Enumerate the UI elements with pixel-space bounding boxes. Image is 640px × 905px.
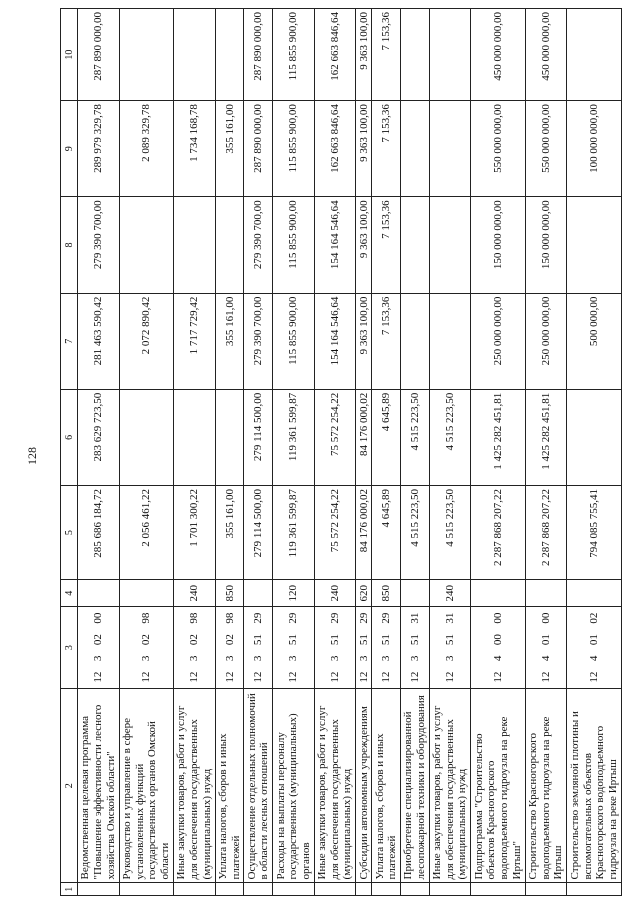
amount-c5: 75 572 254,22	[314, 486, 356, 580]
amount-c9: 289 979 329,78	[78, 101, 120, 197]
amount-c10	[174, 9, 216, 101]
column-header: 6	[61, 389, 78, 485]
amount-c5: 2 056 461,22	[119, 486, 173, 580]
row-expense-type	[78, 580, 120, 607]
row-index-cell	[401, 883, 430, 896]
row-description: Приобретение специализированной лесопожарной техники и оборудования	[401, 688, 430, 883]
amount-c6: 1 425 282 451,81	[471, 389, 525, 485]
code-part: 3	[287, 655, 300, 662]
table-body	[78, 9, 622, 896]
code-part: 02	[588, 612, 601, 624]
column-header: 1	[61, 883, 78, 896]
amount-c9: 2 089 329,78	[119, 101, 173, 197]
amount-c5: 4 515 223,50	[429, 486, 471, 580]
row-expense-type: 850	[215, 580, 244, 607]
row-expense-type: 120	[273, 580, 315, 607]
amount-c8	[215, 197, 244, 293]
amount-c8	[401, 197, 430, 293]
amount-c10: 7 153,36	[372, 9, 401, 101]
code-part: 12	[140, 671, 153, 683]
row-index-cell	[372, 883, 401, 896]
column-header: 8	[61, 197, 78, 293]
code-part: 12	[188, 671, 201, 683]
amount-c8	[429, 197, 471, 293]
row-code	[471, 607, 525, 689]
amount-c7: 1 717 729,42	[174, 293, 216, 389]
code-part: 51	[329, 634, 342, 646]
amount-c5: 279 114 500,00	[244, 486, 273, 580]
amount-c5: 2 287 868 207,22	[525, 486, 567, 580]
amount-c10: 115 855 900,00	[273, 9, 315, 101]
header-row	[61, 9, 78, 896]
amount-c6	[119, 389, 173, 485]
row-index-cell	[429, 883, 471, 896]
amount-c8: 150 000 000,00	[525, 197, 567, 293]
amount-c9: 355 161,00	[215, 101, 244, 197]
code-part: 3	[329, 655, 342, 662]
code-part: 00	[492, 634, 505, 646]
code-part: 12	[287, 671, 300, 683]
amount-c10	[567, 9, 622, 101]
row-index-cell	[78, 883, 120, 896]
row-code	[401, 607, 430, 689]
row-description: Уплата налогов, сборов и иных платежей	[372, 688, 401, 883]
amount-c9: 115 855 900,00	[273, 101, 315, 197]
row-index-cell	[273, 883, 315, 896]
row-index-cell	[567, 883, 622, 896]
row-code	[273, 607, 315, 689]
amount-c7: 7 153,36	[372, 293, 401, 389]
column-header: 4	[61, 580, 78, 607]
row-expense-type: 620	[356, 580, 372, 607]
code-part: 02	[140, 634, 153, 646]
code-part: 51	[380, 634, 393, 646]
row-expense-type	[471, 580, 525, 607]
code-part: 02	[92, 634, 105, 646]
amount-c7: 500 000,00	[567, 293, 622, 389]
amount-c7: 250 000 000,00	[471, 293, 525, 389]
row-description: Осуществление отдельных полномочий в области лесных отношений	[244, 688, 273, 883]
amount-c5: 794 085 755,41	[567, 486, 622, 580]
amount-c9: 550 000 000,00	[525, 101, 567, 197]
amount-c8: 279 390 700,00	[244, 197, 273, 293]
amount-c10: 287 890 000,00	[78, 9, 120, 101]
table-row	[471, 9, 525, 896]
table-row	[356, 9, 372, 896]
row-index-cell	[174, 883, 216, 896]
code-part: 3	[188, 655, 201, 662]
code-part: 29	[357, 612, 370, 624]
column-header: 3	[61, 607, 78, 689]
code-part: 98	[188, 612, 201, 624]
code-part: 12	[408, 671, 421, 683]
code-part: 51	[444, 634, 457, 646]
table-row	[244, 9, 273, 896]
code-part: 3	[140, 655, 153, 662]
amount-c10: 287 890 000,00	[244, 9, 273, 101]
row-description: Подпрограмма "Строительство объектов Красногорского водоподъемного гидроузла на реке Иртыш"	[471, 688, 525, 883]
column-header: 5	[61, 486, 78, 580]
amount-c5: 355 161,00	[215, 486, 244, 580]
row-code	[356, 607, 372, 689]
table-row	[429, 9, 471, 896]
amount-c7	[429, 293, 471, 389]
row-description: Строительство Красногорского водоподъемного гидроузла на реке Иртыш	[525, 688, 567, 883]
row-code	[215, 607, 244, 689]
amount-c8: 9 363 100,00	[356, 197, 372, 293]
code-part: 31	[444, 612, 457, 624]
amount-c10	[401, 9, 430, 101]
amount-c9: 550 000 000,00	[471, 101, 525, 197]
amount-c5: 84 176 000,02	[356, 486, 372, 580]
code-part: 12	[223, 671, 236, 683]
code-part: 3	[408, 655, 421, 662]
column-header: 2	[61, 688, 78, 883]
code-part: 51	[357, 634, 370, 646]
code-part: 3	[444, 655, 457, 662]
row-description: Строительство земляной плотины и вспомогательных объектов Красногорского водоподъемного гидроузла на реке Иртыш	[567, 688, 622, 883]
row-expense-type: 240	[429, 580, 471, 607]
amount-c7: 9 363 100,00	[356, 293, 372, 389]
row-expense-type	[119, 580, 173, 607]
amount-c6: 1 425 282 451,81	[525, 389, 567, 485]
amount-c6: 84 176 000,02	[356, 389, 372, 485]
code-part: 4	[492, 655, 505, 662]
code-part: 29	[329, 612, 342, 624]
table-row	[174, 9, 216, 896]
code-part: 12	[252, 671, 265, 683]
amount-c10: 450 000 000,00	[525, 9, 567, 101]
amount-c5: 4 645,89	[372, 486, 401, 580]
code-part: 51	[252, 634, 265, 646]
table-row	[372, 9, 401, 896]
amount-c6: 4 515 223,50	[429, 389, 471, 485]
amount-c8	[174, 197, 216, 293]
table-row	[401, 9, 430, 896]
amount-c8	[567, 197, 622, 293]
code-part: 51	[408, 634, 421, 646]
row-expense-type	[401, 580, 430, 607]
code-part: 29	[287, 612, 300, 624]
amount-c6: 4 645,89	[372, 389, 401, 485]
code-part: 3	[380, 655, 393, 662]
code-part: 02	[188, 634, 201, 646]
table-row	[78, 9, 120, 896]
amount-c5: 119 361 599,87	[273, 486, 315, 580]
amount-c9: 7 153,36	[372, 101, 401, 197]
amount-c7: 154 164 546,64	[314, 293, 356, 389]
amount-c10: 162 663 846,64	[314, 9, 356, 101]
row-description: Уплата налогов, сборов и иных платежей	[215, 688, 244, 883]
code-part: 01	[540, 634, 553, 646]
column-header: 10	[61, 9, 78, 101]
code-part: 3	[357, 655, 370, 662]
code-part: 12	[540, 671, 553, 683]
row-code	[78, 607, 120, 689]
code-part: 00	[92, 612, 105, 624]
amount-c10	[119, 9, 173, 101]
row-code	[525, 607, 567, 689]
row-index-cell	[215, 883, 244, 896]
amount-c10: 9 363 100,00	[356, 9, 372, 101]
code-part: 29	[252, 612, 265, 624]
row-expense-type: 850	[372, 580, 401, 607]
code-part: 02	[223, 634, 236, 646]
table-row	[525, 9, 567, 896]
table-row	[314, 9, 356, 896]
amount-c5: 285 686 184,72	[78, 486, 120, 580]
row-expense-type	[567, 580, 622, 607]
amount-c9: 287 890 000,00	[244, 101, 273, 197]
code-part: 31	[408, 612, 421, 624]
code-part: 12	[92, 671, 105, 683]
amount-c9: 9 363 100,00	[356, 101, 372, 197]
row-index-cell	[356, 883, 372, 896]
amount-c9	[401, 101, 430, 197]
amount-c9: 100 000 000,00	[567, 101, 622, 197]
amount-c6: 283 629 723,50	[78, 389, 120, 485]
budget-table-sheet	[60, 8, 622, 896]
amount-c10	[429, 9, 471, 101]
amount-c7: 281 463 590,42	[78, 293, 120, 389]
amount-c9: 162 663 846,64	[314, 101, 356, 197]
row-code	[314, 607, 356, 689]
row-code	[244, 607, 273, 689]
page-number: 128	[25, 447, 39, 465]
code-part: 29	[380, 612, 393, 624]
row-index-cell	[525, 883, 567, 896]
table-row	[215, 9, 244, 896]
amount-c7: 279 390 700,00	[244, 293, 273, 389]
amount-c7: 355 161,00	[215, 293, 244, 389]
amount-c8: 279 390 700,00	[78, 197, 120, 293]
amount-c6	[174, 389, 216, 485]
code-part: 12	[380, 671, 393, 683]
row-code	[567, 607, 622, 689]
amount-c5: 2 287 868 207,22	[471, 486, 525, 580]
code-part: 51	[287, 634, 300, 646]
row-index-cell	[471, 883, 525, 896]
amount-c7: 2 072 890,42	[119, 293, 173, 389]
column-header: 9	[61, 101, 78, 197]
code-part: 12	[444, 671, 457, 683]
table-row	[273, 9, 315, 896]
code-part: 4	[540, 655, 553, 662]
code-part: 12	[329, 671, 342, 683]
code-part: 98	[223, 612, 236, 624]
amount-c9: 1 734 168,78	[174, 101, 216, 197]
code-part: 12	[588, 671, 601, 683]
amount-c6	[215, 389, 244, 485]
amount-c9	[429, 101, 471, 197]
amount-c7: 115 855 900,00	[273, 293, 315, 389]
amount-c6: 4 515 223,50	[401, 389, 430, 485]
code-part: 3	[223, 655, 236, 662]
code-part: 00	[492, 612, 505, 624]
code-part: 4	[588, 655, 601, 662]
amount-c6	[567, 389, 622, 485]
amount-c8: 7 153,36	[372, 197, 401, 293]
amount-c6: 279 114 500,00	[244, 389, 273, 485]
budget-table	[60, 8, 622, 896]
amount-c5: 1 701 300,22	[174, 486, 216, 580]
row-description: Иные закупки товаров, работ и услуг для обеспечения государственных (муниципальных) нужд	[174, 688, 216, 883]
column-header: 7	[61, 293, 78, 389]
table-row	[567, 9, 622, 896]
amount-c5: 4 515 223,50	[401, 486, 430, 580]
row-code	[372, 607, 401, 689]
amount-c8: 150 000 000,00	[471, 197, 525, 293]
row-code	[429, 607, 471, 689]
amount-c8: 115 855 900,00	[273, 197, 315, 293]
code-part: 00	[540, 612, 553, 624]
code-part: 01	[588, 634, 601, 646]
table-row	[119, 9, 173, 896]
row-expense-type: 240	[174, 580, 216, 607]
amount-c8: 154 164 546,64	[314, 197, 356, 293]
row-description: Субсидии автономным учреждениям	[356, 688, 372, 883]
code-part: 98	[140, 612, 153, 624]
row-index-cell	[244, 883, 273, 896]
row-expense-type: 240	[314, 580, 356, 607]
row-index-cell	[314, 883, 356, 896]
row-expense-type	[244, 580, 273, 607]
amount-c8	[119, 197, 173, 293]
amount-c10: 450 000 000,00	[471, 9, 525, 101]
amount-c7: 250 000 000,00	[525, 293, 567, 389]
code-part: 3	[252, 655, 265, 662]
amount-c10	[215, 9, 244, 101]
row-description: Иные закупки товаров, работ и услуг для обеспечения государственных (муниципальных) нужд	[429, 688, 471, 883]
code-part: 12	[492, 671, 505, 683]
code-part: 12	[357, 671, 370, 683]
amount-c6: 119 361 599,87	[273, 389, 315, 485]
row-index-cell	[119, 883, 173, 896]
amount-c6: 75 572 254,22	[314, 389, 356, 485]
row-description: Расходы на выплаты персоналу государственных (муниципальных) органов	[273, 688, 315, 883]
code-part: 3	[92, 655, 105, 662]
row-description: Иные закупки товаров, работ и услуг для обеспечения государственных (муниципальных) нужд	[314, 688, 356, 883]
row-description: Ведомственная целевая программа "Повышение эффективности лесного хозяйства Омской области"	[78, 688, 120, 883]
row-code	[119, 607, 173, 689]
row-expense-type	[525, 580, 567, 607]
amount-c7	[401, 293, 430, 389]
row-code	[174, 607, 216, 689]
row-description: Руководство и управление в сфере установленных функций государственных органов Омской области	[119, 688, 173, 883]
